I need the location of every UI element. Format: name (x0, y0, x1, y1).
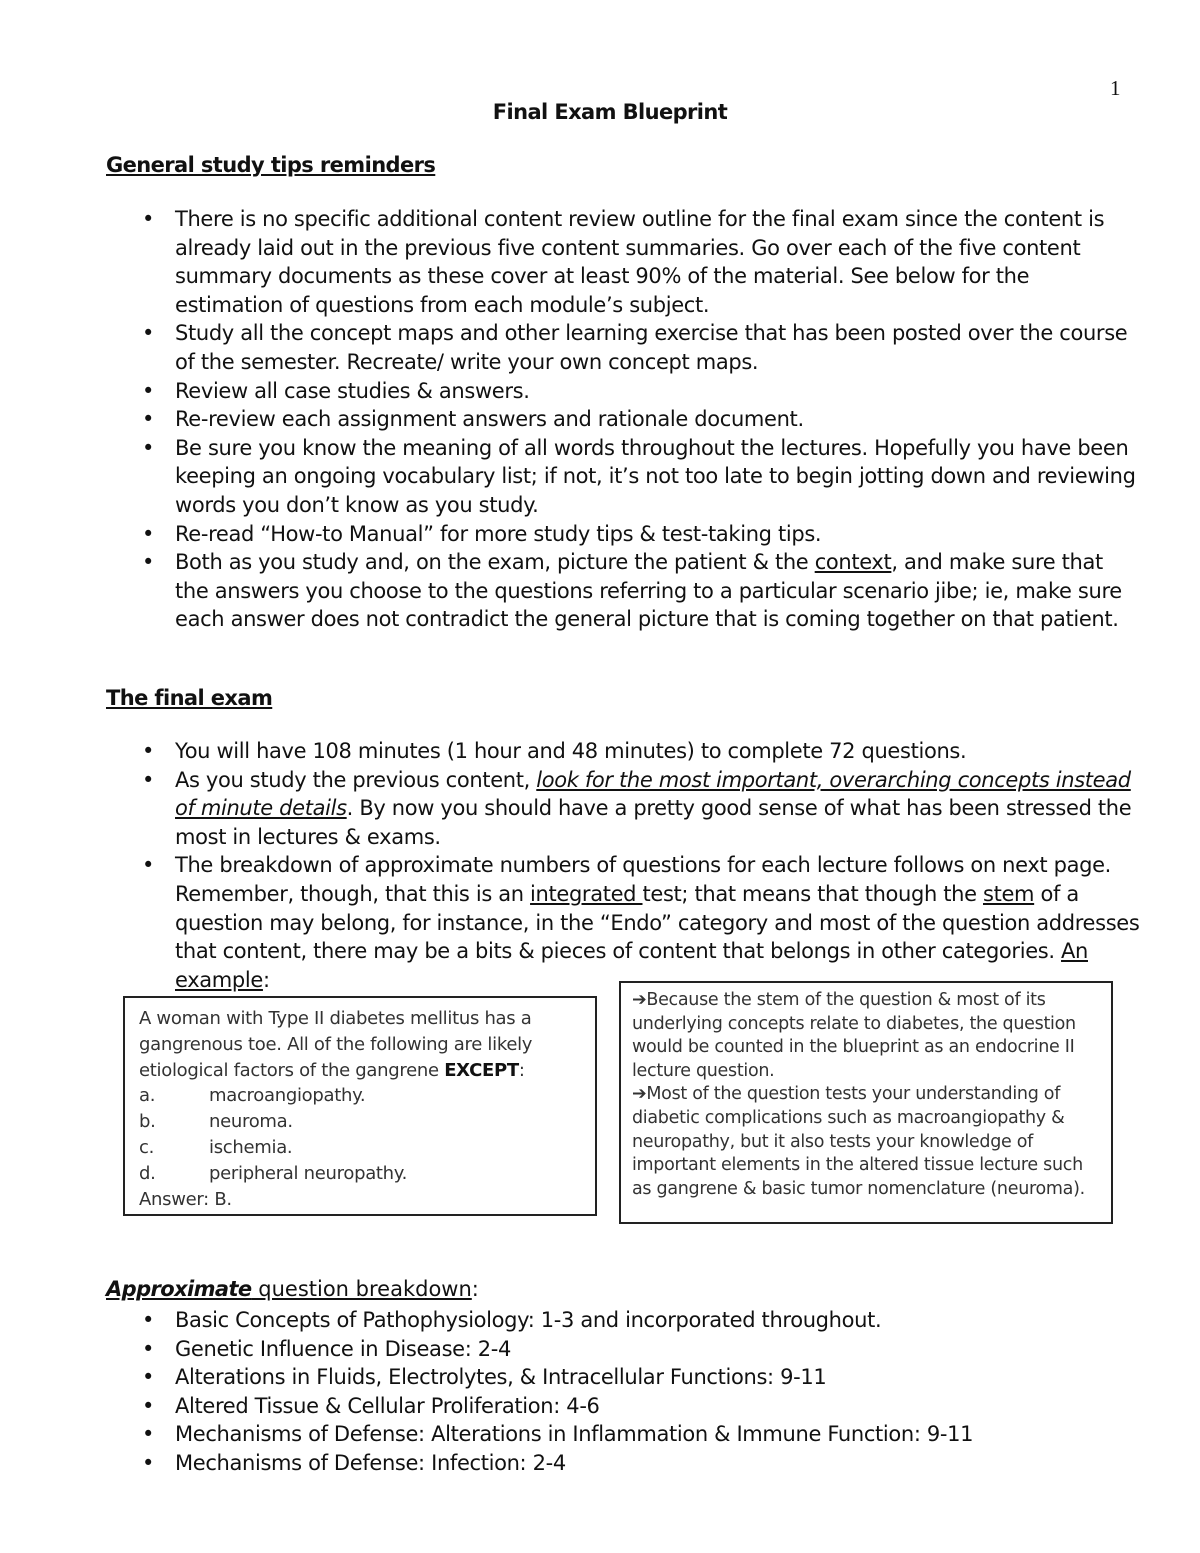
text-span: . By now you should have a pretty good sense of what has been stressed the most in lectures & exams. (175, 796, 1132, 849)
option-text: peripheral neuropathy. (209, 1162, 408, 1184)
question-stem (139, 1006, 595, 1083)
stem-underlined: stem (983, 881, 1035, 906)
integrated-underlined: integrated (530, 881, 643, 906)
option-letter: c. (139, 1136, 155, 1158)
list-item (0, 851, 1200, 994)
explanation-note-2 (632, 1083, 1099, 1201)
list-item: • Basic Concepts of Pathophysiology: 1-3 and incorporated throughout. (0, 1306, 1200, 1335)
text-span: test; that means that though the (642, 881, 983, 906)
breakdown-heading (106, 1277, 479, 1301)
list-item: • Altered Tissue & Cellular Proliferation: 4-6 (0, 1392, 1200, 1421)
text-span: of a question may belong, for instance, in the “Endo” category and most of the question addresses that content, there may be a bits & pieces of content that belongs in other categories. (175, 881, 1140, 964)
general-tips-heading: General study tips reminders (106, 153, 436, 177)
option-letter: a. (139, 1085, 156, 1107)
option-text: ischemia. (209, 1136, 293, 1158)
list-item: • Mechanisms of Defense: Infection: 2-4 (0, 1449, 1200, 1478)
except-text: EXCEPT (444, 1059, 519, 1081)
text-span: : (518, 1059, 525, 1081)
option-text: neuroma. (209, 1111, 293, 1133)
option-letter: d. (139, 1162, 156, 1184)
example-underlined: An example (175, 939, 1088, 992)
breakdown-heading-text: question breakdown (251, 1277, 472, 1301)
breakdown-list (0, 1306, 1200, 1478)
final-exam-heading: The final exam (106, 686, 273, 710)
list-item (0, 548, 1200, 634)
option-d (139, 1161, 595, 1187)
option-text: macroangiopathy. (209, 1085, 366, 1107)
explanation-note-1 (632, 989, 1099, 1083)
list-item: • There is no specific additional content review outline for the final exam since the content is already laid out in the previous five content summaries. Go over each of the five content summary documents as these cover at least 90% of the material. See below for the estimation of questions from each module’s subject. (0, 205, 1200, 319)
list-item: • Re-review each assignment answers and rationale document. (0, 405, 1200, 434)
general-tips-list (0, 205, 1200, 634)
option-letter: b. (139, 1111, 156, 1133)
breakdown-heading-colon: : (471, 1277, 479, 1301)
list-item: • Mechanisms of Defense: Alterations in Inflammation & Immune Function: 9-11 (0, 1420, 1200, 1449)
list-item: • Genetic Influence in Disease: 2-4 (0, 1335, 1200, 1364)
note-text: Because the stem of the question & most of its underlying concepts relate to diabetes, the question would be counted in the blueprint as an endocrine II lecture question. (632, 990, 1076, 1081)
list-item: • You will have 108 minutes (1 hour and 48 minutes) to complete 72 questions. (0, 737, 1200, 766)
approximate-emphasis: Approximate (106, 1277, 252, 1301)
note-text: Most of the question tests your understanding of diabetic complications such as macroangiopathy & neuropathy, but it also tests your knowledge of important elements in the altered tissue lecture such as gangrene & basic tumor nomenclature (neuroma). (632, 1084, 1085, 1199)
list-item (0, 766, 1200, 852)
text-span: As you study the previous content, (175, 767, 537, 792)
answer-text: Answer: B. (139, 1188, 232, 1210)
list-item: • Review all case studies & answers. (0, 377, 1200, 406)
text-span: The breakdown of approximate numbers of questions for each lecture follows on next page. Remember, though, that this is an (175, 853, 1111, 906)
explanation-box (619, 981, 1113, 1224)
page-number: 1 (1110, 76, 1121, 100)
final-exam-list (0, 737, 1200, 994)
text-span: , and make sure that the answers you choose to the questions referring to a particular scenario jibe; ie, make sure each answer does not contradict the general picture that is coming together on that patient. (175, 550, 1122, 632)
emphasis-text: look for the most important, overarching concepts instead of minute details (175, 767, 1131, 821)
option-a (139, 1083, 595, 1109)
text-span: Both as you study and, on the exam, picture the patient & the (175, 550, 815, 575)
option-b (139, 1109, 595, 1135)
list-item: • Alterations in Fluids, Electrolytes, & Intracellular Functions: 9-11 (0, 1363, 1200, 1392)
list-item: • Be sure you know the meaning of all words throughout the lectures. Hopefully you have been keeping an ongoing vocabulary list; if not, it’s not too late to begin jotting down and reviewing words you don’t know as you study. (0, 434, 1200, 520)
context-underlined: context (814, 550, 892, 575)
page-title: Final Exam Blueprint (492, 100, 728, 124)
right-arrow-icon: ➔ (632, 990, 647, 1010)
list-item: • Re-read “How-to Manual” for more study tips & test-taking tips. (0, 520, 1200, 549)
example-question-box (123, 996, 597, 1216)
list-item: • Study all the concept maps and other learning exercise that has been posted over the course of the semester. Recreate/ write your own concept maps. (0, 319, 1200, 376)
right-arrow-icon: ➔ (632, 1084, 647, 1105)
text-span: : (262, 967, 270, 992)
option-c (139, 1135, 595, 1161)
text-span: A woman with Type II diabetes mellitus has a gangrenous toe. All of the following are likely etiological factors of the gangrene (139, 1008, 533, 1081)
